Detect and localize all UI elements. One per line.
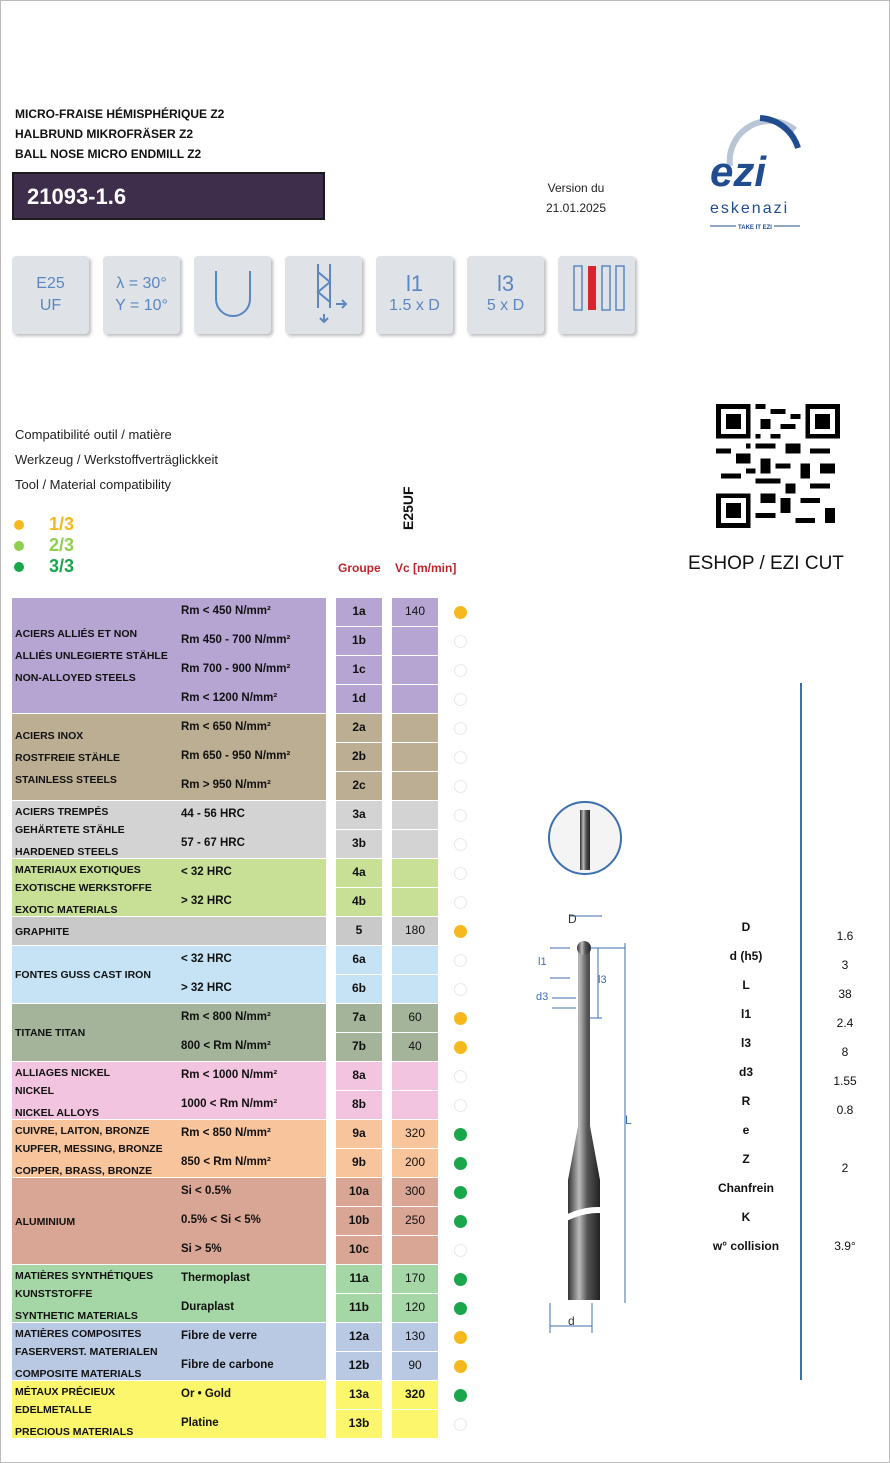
l3-line1: l3 <box>496 271 515 296</box>
logo-icon <box>700 108 810 238</box>
l3-line2: 5 x D <box>486 297 525 314</box>
material-condition: 44 - 56 HRC <box>181 808 245 820</box>
material-condition: Rm < 800 N/mm² <box>181 1011 271 1023</box>
helix-line2: Y = 10° <box>115 297 168 314</box>
compatibility-dot-icon <box>454 1331 467 1344</box>
material-condition: 800 < Rm N/mm² <box>181 1040 271 1052</box>
compatibility-dot-icon <box>454 1302 467 1315</box>
compatibility-dot-icon <box>454 809 467 822</box>
material-condition: 850 < Rm N/mm² <box>181 1156 271 1168</box>
l1-line1: l1 <box>405 271 424 296</box>
vc-cell: 300 <box>392 1178 438 1206</box>
vc-cell: 90 <box>392 1352 438 1380</box>
vc-cell <box>392 946 438 974</box>
compatibility-dot-icon <box>454 1418 467 1431</box>
vc-cell: 170 <box>392 1265 438 1293</box>
material-group-name: ALLIAGES NICKEL <box>15 1067 111 1079</box>
compatibility-dot-icon <box>454 606 467 619</box>
groupe-cell: 4b <box>336 888 382 916</box>
groupe-cell: 8a <box>336 1062 382 1090</box>
material-group-name: ACIERS TREMPÉS <box>15 806 109 818</box>
material-group <box>12 1323 326 1380</box>
groupe-column-header: Groupe <box>338 561 381 575</box>
material-condition: < 32 HRC <box>181 866 232 878</box>
material-condition: Platine <box>181 1417 219 1429</box>
helix-line1: λ = 30° <box>116 275 167 292</box>
legend-item: 2/3 <box>14 535 74 556</box>
compatibility-dot-icon <box>454 1012 467 1025</box>
groupe-cell: 2b <box>336 743 382 771</box>
compat-de: Werkzeug / Werkstoffverträglickkeit <box>15 452 219 467</box>
spec-row: w° collision 3.9° <box>712 1239 856 1253</box>
spec-row: l1 2.4 <box>740 1007 854 1030</box>
compatibility-dot-icon <box>454 1041 467 1054</box>
spec-row: l3 8 <box>740 1036 849 1059</box>
material-condition: Rm 450 - 700 N/mm² <box>181 634 291 646</box>
groupe-cell: 13a <box>336 1381 382 1409</box>
compatibility-dot-icon <box>454 1186 467 1199</box>
material-group-name: ROSTFREIE STÄHLE <box>15 751 121 764</box>
material-group <box>12 946 326 1003</box>
ball-nose-icon <box>194 256 271 334</box>
svg-text:d: d <box>568 1314 575 1328</box>
material-group-name: KUPFER, MESSING, BRONZE <box>15 1143 163 1155</box>
material-group <box>12 859 326 916</box>
eskenazi-logo <box>700 108 810 238</box>
material-group-name: PRECIOUS MATERIALS <box>15 1426 134 1438</box>
compatibility-dot-icon <box>454 664 467 677</box>
groupe-cell: 3b <box>336 830 382 858</box>
groupe-cell: 10b <box>336 1207 382 1235</box>
vc-column-header: Vc [m/min] <box>395 561 457 575</box>
material-group-name: ACIERS ALLIÉS ET NON <box>15 628 138 640</box>
vc-cell <box>392 975 438 1003</box>
material-condition: 1000 < Rm N/mm² <box>181 1098 278 1110</box>
material-condition: Rm < 650 N/mm² <box>181 721 271 733</box>
compatibility-dot-icon <box>454 1099 467 1112</box>
svg-text:l1: l1 <box>538 956 547 968</box>
vc-cell: 40 <box>392 1033 438 1061</box>
vc-cell <box>392 888 438 916</box>
material-group <box>12 917 326 945</box>
svg-text:d3: d3 <box>536 991 549 1003</box>
coating-icon <box>12 256 89 334</box>
vc-cell: 200 <box>392 1149 438 1177</box>
groupe-cell: 11a <box>336 1265 382 1293</box>
compatibility-dot-icon <box>454 751 467 764</box>
vc-cell: 60 <box>392 1004 438 1032</box>
vc-cell <box>392 685 438 713</box>
vc-cell <box>392 801 438 829</box>
compatibility-dot-icon <box>454 838 467 851</box>
spec-row: R 0.8 <box>741 1094 854 1117</box>
legend-dot-icon <box>14 541 24 551</box>
material-condition: > 32 HRC <box>181 895 232 907</box>
product-titles <box>15 104 224 164</box>
material-group-name: TITANE TITAN <box>15 1027 86 1039</box>
material-group-name: COPPER, BRASS, BRONZE <box>15 1165 153 1177</box>
compat-en: Tool / Material compatibility <box>15 477 172 492</box>
vc-cell <box>392 1062 438 1090</box>
material-group <box>12 1004 326 1061</box>
vc-cell <box>392 1236 438 1264</box>
version-info <box>540 178 612 218</box>
svg-text:D: D <box>568 912 577 926</box>
material-group-name: GRAPHITE <box>15 925 70 938</box>
material-group-name: FASERVERST. MATERIALEN <box>15 1346 158 1358</box>
coating-line2: UF <box>39 297 62 314</box>
material-condition: Rm > 950 N/mm² <box>181 779 271 791</box>
groupe-cell: 1c <box>336 656 382 684</box>
vc-cell <box>392 1091 438 1119</box>
groupe-cell: 1b <box>336 627 382 655</box>
material-condition: Rm 650 - 950 N/mm² <box>181 750 291 762</box>
groupe-cell: 10c <box>336 1236 382 1264</box>
compatibility-dot-icon <box>454 1273 467 1286</box>
tool-drawing <box>530 798 660 1338</box>
groupe-cell: 10a <box>336 1178 382 1206</box>
compatibility-dot-icon <box>454 1128 467 1141</box>
vc-cell: 250 <box>392 1207 438 1235</box>
material-group <box>12 1178 326 1264</box>
compat-fr: Compatibilité outil / matière <box>15 427 172 442</box>
material-condition: Rm < 1200 N/mm² <box>181 692 278 704</box>
material-group <box>12 801 326 858</box>
l1-length-icon <box>376 256 453 334</box>
compatibility-dot-icon <box>454 780 467 793</box>
material-group-name: KUNSTSTOFFE <box>15 1288 93 1300</box>
compatibility-dot-icon <box>454 635 467 648</box>
svg-text:eskenazi: eskenazi <box>710 200 790 217</box>
vc-cell <box>392 714 438 742</box>
material-condition: Rm 700 - 900 N/mm² <box>181 663 291 675</box>
material-condition: Thermoplast <box>181 1272 251 1284</box>
eshop-label[interactable]: ESHOP / EZI CUT <box>688 553 844 574</box>
material-group-name: EDELMETALLE <box>15 1404 92 1416</box>
vc-cell: 320 <box>392 1120 438 1148</box>
material-group-name: MATERIAUX EXOTIQUES <box>15 864 141 876</box>
coating-column-header: E25UF <box>400 486 416 530</box>
material-group-name: GEHÄRTETE STÄHLE <box>15 824 125 836</box>
title-de: HALBRUND MIKROFRÄSER Z2 <box>15 127 193 141</box>
material-group-name: MATIÈRES SYNTHÉTIQUES <box>15 1270 154 1282</box>
groupe-cell: 9b <box>336 1149 382 1177</box>
groupe-cell: 1a <box>336 598 382 626</box>
compatibility-dot-icon <box>454 954 467 967</box>
material-condition: Or • Gold <box>181 1388 232 1400</box>
version-date: 21.01.2025 <box>545 201 607 215</box>
material-group-name: SYNTHETIC MATERIALS <box>15 1310 138 1322</box>
material-group <box>12 1265 326 1322</box>
groupe-cell: 12b <box>336 1352 382 1380</box>
compatibility-dot-icon <box>454 1360 467 1373</box>
compatibility-dot-icon <box>454 1389 467 1402</box>
vc-cell <box>392 1410 438 1438</box>
material-group-name: EXOTIC MATERIALS <box>15 904 118 916</box>
helix-angle-icon <box>103 256 180 334</box>
groupe-cell: 1d <box>336 685 382 713</box>
vc-cell <box>392 830 438 858</box>
material-group <box>12 1120 326 1177</box>
material-condition: 0.5% < Si < 5% <box>181 1214 261 1226</box>
material-condition: Duraplast <box>181 1301 235 1313</box>
groupe-cell: 2a <box>336 714 382 742</box>
material-group-name: MATIÈRES COMPOSITES <box>15 1328 142 1340</box>
svg-text:L: L <box>625 1113 632 1127</box>
groupe-cell: 3a <box>336 801 382 829</box>
qr-code[interactable] <box>716 402 840 530</box>
coating-line1: E25 <box>36 275 65 292</box>
compatibility-dot-icon <box>454 925 467 938</box>
spec-row: K <box>741 1210 751 1224</box>
material-group <box>12 598 326 713</box>
compatibility-dot-icon <box>454 693 467 706</box>
material-group-name: NICKEL <box>15 1085 55 1097</box>
tool-selection-icon <box>558 256 635 334</box>
material-condition: > 32 HRC <box>181 982 232 994</box>
milling-direction-icon <box>285 256 362 334</box>
material-group <box>12 1381 326 1438</box>
vc-cell: 130 <box>392 1323 438 1351</box>
material-condition: 57 - 67 HRC <box>181 837 245 849</box>
material-group-name: HARDENED STEELS <box>15 846 119 858</box>
material-condition: Fibre de verre <box>181 1330 258 1342</box>
compatibility-legend <box>14 514 74 577</box>
reference-box: 21093-1.6 <box>12 172 325 220</box>
groupe-cell: 6a <box>336 946 382 974</box>
l1-line2: 1.5 x D <box>389 297 440 314</box>
material-group-name: ALUMINIUM <box>15 1215 76 1228</box>
spec-row: Chanfrein <box>717 1181 774 1195</box>
vc-cell: 140 <box>392 598 438 626</box>
material-condition: Si < 0.5% <box>181 1185 232 1197</box>
compatibility-dot-icon <box>454 1157 467 1170</box>
svg-text:TAKE IT EZI: TAKE IT EZI <box>738 225 772 231</box>
version-label: Version du <box>547 181 605 195</box>
legend-dot-icon <box>14 562 24 572</box>
groupe-cell: 8b <box>336 1091 382 1119</box>
vc-cell: 320 <box>392 1381 438 1409</box>
spec-row: Z 2 <box>742 1152 849 1175</box>
material-group-name: ALLIÉS UNLEGIERTE STÄHLE <box>15 650 168 662</box>
vc-cell <box>392 743 438 771</box>
material-group-name: STAINLESS STEELS <box>15 773 117 786</box>
svg-text:ezi: ezi <box>710 148 767 195</box>
compatibility-dot-icon <box>454 896 467 909</box>
groupe-cell: 13b <box>336 1410 382 1438</box>
vc-cell <box>392 772 438 800</box>
groupe-cell: 11b <box>336 1294 382 1322</box>
material-group-name: CUIVRE, LAITON, BRONZE <box>15 1125 150 1137</box>
vc-cell <box>392 859 438 887</box>
groupe-cell: 7a <box>336 1004 382 1032</box>
material-condition: Si > 5% <box>181 1243 222 1255</box>
compatibility-dot-icon <box>454 867 467 880</box>
title-fr: MICRO-FRAISE HÉMISPHÉRIQUE Z2 <box>15 107 225 121</box>
groupe-cell: 9a <box>336 1120 382 1148</box>
groupe-cell: 12a <box>336 1323 382 1351</box>
material-group <box>12 1062 326 1119</box>
spec-row: D 1.6 <box>741 920 854 943</box>
material-group-name: EXOTISCHE WERKSTOFFE <box>15 882 152 894</box>
spec-row: L 38 <box>742 978 852 1001</box>
compatibility-dot-icon <box>454 983 467 996</box>
material-condition: Rm < 1000 N/mm² <box>181 1069 278 1081</box>
compatibility-text <box>15 422 218 497</box>
groupe-cell: 4a <box>336 859 382 887</box>
vc-cell <box>392 627 438 655</box>
legend-item: 1/3 <box>14 514 74 535</box>
compatibility-dot-icon <box>454 1215 467 1228</box>
compatibility-dot-icon <box>454 722 467 735</box>
material-condition: Rm < 850 N/mm² <box>181 1127 271 1139</box>
material-group-name: ACIERS INOX <box>15 729 84 742</box>
material-group-name: NICKEL ALLOYS <box>15 1107 100 1119</box>
compatibility-dot-icon <box>454 1070 467 1083</box>
material-group-name: FONTES GUSS CAST IRON <box>15 969 151 981</box>
material-group-name: COMPOSITE MATERIALS <box>15 1368 142 1380</box>
compatibility-dot-icon <box>454 1244 467 1257</box>
l3-length-icon <box>467 256 544 334</box>
groupe-cell: 7b <box>336 1033 382 1061</box>
material-condition: < 32 HRC <box>181 953 232 965</box>
material-condition: Rm < 450 N/mm² <box>181 605 271 617</box>
spec-row: e <box>742 1123 750 1137</box>
svg-text:l3: l3 <box>598 974 607 986</box>
material-group-name: NON-ALLOYED STEELS <box>15 672 136 684</box>
groupe-cell: 2c <box>336 772 382 800</box>
material-group-name: MÉTAUX PRÉCIEUX <box>15 1386 116 1398</box>
vc-cell <box>392 656 438 684</box>
groupe-cell: 6b <box>336 975 382 1003</box>
vc-cell: 180 <box>392 917 438 945</box>
legend-dot-icon <box>14 520 24 530</box>
title-en: BALL NOSE MICRO ENDMILL Z2 <box>15 147 202 161</box>
groupe-cell: 5 <box>336 917 382 945</box>
legend-item: 3/3 <box>14 556 74 577</box>
material-condition: Fibre de carbone <box>181 1359 274 1371</box>
spec-row: d (h5) 3 <box>729 949 849 972</box>
vc-cell: 120 <box>392 1294 438 1322</box>
spec-row: d3 1.55 <box>738 1065 857 1088</box>
